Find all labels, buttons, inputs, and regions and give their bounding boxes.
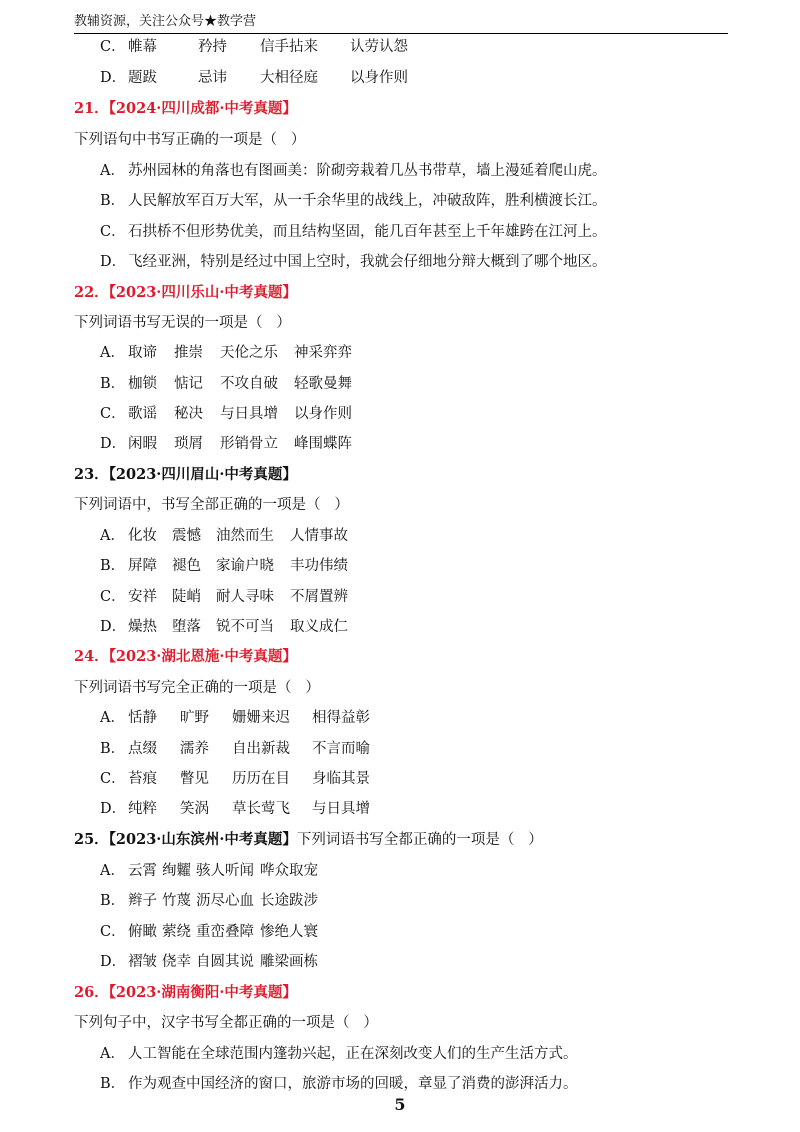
question-stem-line xyxy=(74,1013,378,1033)
option-word: 哗众取宠 xyxy=(260,863,318,879)
option-word: 题跋 xyxy=(128,70,157,86)
option-word: 安祥 xyxy=(128,589,157,605)
option-text: 苏州园林的角落也有图画美：阶砌旁栽着几丛书带草，墙上漫延着爬山虎。 xyxy=(128,163,607,179)
option-word: 褪色 xyxy=(172,558,201,574)
option-label: D． xyxy=(100,801,127,817)
option-word: 瞥见 xyxy=(180,771,209,787)
option-word: 忌讳 xyxy=(198,70,227,86)
option-c xyxy=(100,37,408,57)
option-word: 峰围蝶阵 xyxy=(294,436,352,452)
option-label: A． xyxy=(100,710,125,726)
option-word: 矜持 xyxy=(198,39,227,55)
option-word: 耐人寻味 xyxy=(216,589,274,605)
question-stem-line xyxy=(74,678,320,698)
option-d xyxy=(100,434,352,454)
question-source: 【2024·四川成都·中考真题】 xyxy=(108,100,297,117)
option-label: C． xyxy=(100,589,126,605)
option-d xyxy=(100,952,318,972)
question-22-header xyxy=(74,283,297,303)
option-word: 草长莺飞 xyxy=(232,801,290,817)
option-label: A． xyxy=(100,528,125,544)
question-stem: 下列句子中，汉字书写全都正确的一项是（ ） xyxy=(74,1015,378,1031)
option-b xyxy=(100,556,348,576)
option-word: 身临其景 xyxy=(312,771,370,787)
option-word: 褶皱 xyxy=(128,954,157,970)
option-word: 屏障 xyxy=(128,558,157,574)
option-text: 作为观查中国经济的窗口，旅游市场的回暖，章显了消费的澎湃活力。 xyxy=(128,1076,578,1092)
question-source: 【2023·四川乐山·中考真题】 xyxy=(108,284,297,301)
option-label: C． xyxy=(100,224,126,240)
option-b xyxy=(100,1074,578,1094)
question-number: 25． xyxy=(74,831,109,848)
option-word: 与日具增 xyxy=(312,801,370,817)
option-word: 取义成仁 xyxy=(290,619,348,635)
option-word: 竹蔑 xyxy=(162,893,191,909)
option-word: 轻歌曼舞 xyxy=(294,376,352,392)
option-a xyxy=(100,1044,578,1064)
option-label: D． xyxy=(100,954,127,970)
option-text: 飞经亚洲，特别是经过中国上空时，我就会仔细地分辩大概到了哪个地区。 xyxy=(128,254,607,270)
page-number: 5 xyxy=(394,1095,406,1114)
option-b xyxy=(100,891,318,911)
question-26-header xyxy=(74,983,297,1003)
option-c xyxy=(100,222,607,242)
option-word: 琐屑 xyxy=(174,436,203,452)
option-word: 陡峭 xyxy=(172,589,201,605)
option-word: 神采弈弈 xyxy=(294,345,352,361)
option-label: A． xyxy=(100,163,125,179)
option-word: 枷锁 xyxy=(128,376,157,392)
option-word: 大相径庭 xyxy=(260,70,318,86)
option-word: 历历在目 xyxy=(232,771,290,787)
option-label: B． xyxy=(100,1076,126,1092)
option-d xyxy=(100,252,607,272)
question-number: 23． xyxy=(74,466,109,483)
option-a xyxy=(100,343,352,363)
question-source: 【2023·四川眉山·中考真题】 xyxy=(108,466,297,483)
question-stem-line xyxy=(74,495,349,515)
option-word: 绚糶 xyxy=(162,863,191,879)
option-word: 油然而生 xyxy=(216,528,274,544)
option-word: 沥尽心血 xyxy=(196,893,254,909)
question-source: 【2023·湖南衡阳·中考真题】 xyxy=(108,984,297,1001)
option-c xyxy=(100,769,370,789)
option-word: 闲暇 xyxy=(128,436,157,452)
page-header: 教辅资源，关注公众号★教学营 xyxy=(74,14,257,29)
option-word: 笑涡 xyxy=(180,801,209,817)
option-c xyxy=(100,922,318,942)
option-word: 认劳认怨 xyxy=(350,39,408,55)
option-word: 天伦之乐 xyxy=(220,345,278,361)
option-word: 萦绕 xyxy=(162,924,191,940)
option-label: B． xyxy=(100,558,126,574)
option-label: A． xyxy=(100,1046,125,1062)
question-stem: 下列词语书写完全正确的一项是（ ） xyxy=(74,680,320,696)
option-a xyxy=(100,526,348,546)
option-word: 以身作则 xyxy=(350,70,408,86)
option-label: B． xyxy=(100,893,126,909)
option-word: 帷幕 xyxy=(128,39,157,55)
option-c xyxy=(100,587,348,607)
option-word: 自出新裁 xyxy=(232,741,290,757)
option-label: A． xyxy=(100,345,125,361)
option-word: 雕梁画栋 xyxy=(260,954,318,970)
question-number: 26． xyxy=(74,984,109,1001)
question-stem: 下列词语书写无误的一项是（ ） xyxy=(74,315,291,331)
option-word: 重峦叠障 xyxy=(196,924,254,940)
option-text: 人民解放军百万大军，从一千余华里的战线上，冲破敌阵，胜利横渡长江。 xyxy=(128,193,607,209)
question-stem-line xyxy=(74,130,305,150)
option-d xyxy=(100,617,348,637)
option-word: 旷野 xyxy=(180,710,209,726)
option-word: 形销骨立 xyxy=(220,436,278,452)
option-word: 不攻自破 xyxy=(220,376,278,392)
question-23-header xyxy=(74,465,297,485)
option-text: 石拱桥不但形势优美，而且结构坚固，能几百年甚至上千年雄跨在江河上。 xyxy=(128,224,607,240)
option-word: 骇人听闻 xyxy=(196,863,254,879)
option-word: 云霄 xyxy=(128,863,157,879)
option-word: 惨绝人寰 xyxy=(260,924,318,940)
option-word: 推崇 xyxy=(174,345,203,361)
option-word: 濡养 xyxy=(180,741,209,757)
option-label: A． xyxy=(100,863,125,879)
header-divider xyxy=(74,33,728,34)
option-label: B． xyxy=(100,376,126,392)
option-word: 化妆 xyxy=(128,528,157,544)
option-word: 以身作则 xyxy=(294,406,352,422)
option-word: 人情事故 xyxy=(290,528,348,544)
option-label: B． xyxy=(100,193,126,209)
option-word: 与日具增 xyxy=(220,406,278,422)
option-label: C． xyxy=(100,406,126,422)
option-label: D． xyxy=(100,436,127,452)
option-c xyxy=(100,404,352,424)
option-word: 取谛 xyxy=(128,345,157,361)
question-21-header xyxy=(74,99,297,119)
option-label: D． xyxy=(100,70,127,86)
option-word: 长途跋涉 xyxy=(260,893,318,909)
option-b xyxy=(100,739,370,759)
option-word: 燥热 xyxy=(128,619,157,635)
option-word: 信手拈来 xyxy=(260,39,318,55)
option-label: C． xyxy=(100,924,126,940)
option-a xyxy=(100,708,370,728)
question-source: 【2023·山东滨州·中考真题】 xyxy=(108,831,297,848)
option-word: 恬静 xyxy=(128,710,157,726)
option-a xyxy=(100,861,318,881)
option-word: 点缀 xyxy=(128,741,157,757)
option-word: 歌谣 xyxy=(128,406,157,422)
question-stem: 下列语句中书写正确的一项是（ ） xyxy=(74,132,306,148)
option-word: 姗姗来迟 xyxy=(232,710,290,726)
option-label: D． xyxy=(100,254,127,270)
option-word: 侥幸 xyxy=(162,954,191,970)
option-word: 丰功伟绩 xyxy=(290,558,348,574)
question-number: 21． xyxy=(74,100,109,117)
option-word: 震憾 xyxy=(172,528,201,544)
option-word: 辫子 xyxy=(128,893,157,909)
question-source: 【2023·湖北恩施·中考真题】 xyxy=(108,648,297,665)
question-24-header xyxy=(74,647,297,667)
option-b xyxy=(100,191,607,211)
option-word: 俯瞰 xyxy=(128,924,157,940)
option-word: 秘决 xyxy=(174,406,203,422)
option-label: D． xyxy=(100,619,127,635)
option-word: 不言而喻 xyxy=(312,741,370,757)
option-d xyxy=(100,799,370,819)
option-d xyxy=(100,68,408,88)
option-word: 锐不可当 xyxy=(216,619,274,635)
option-word: 不屑置辨 xyxy=(290,589,348,605)
option-word: 家谕户晓 xyxy=(216,558,274,574)
question-25-header xyxy=(74,830,543,850)
option-word: 相得益彰 xyxy=(312,710,370,726)
question-number: 22． xyxy=(74,284,109,301)
question-stem: 下列词语中，书写全部正确的一项是（ ） xyxy=(74,497,349,513)
option-word: 惦记 xyxy=(174,376,203,392)
question-stem-line xyxy=(74,313,291,333)
question-stem: 下列词语书写全都正确的一项是（ ） xyxy=(296,832,543,848)
option-word: 苔痕 xyxy=(128,771,157,787)
option-a xyxy=(100,161,607,181)
option-word: 自圆其说 xyxy=(196,954,254,970)
option-label: B． xyxy=(100,741,126,757)
option-word: 纯粹 xyxy=(128,801,157,817)
option-label: C． xyxy=(100,771,126,787)
option-word: 堕落 xyxy=(172,619,201,635)
option-text: 人工智能在全球范围内篷勃兴起，正在深刻改变人们的生产生活方式。 xyxy=(128,1046,578,1062)
option-b xyxy=(100,374,352,394)
option-label: C． xyxy=(100,39,126,55)
question-number: 24． xyxy=(74,648,109,665)
